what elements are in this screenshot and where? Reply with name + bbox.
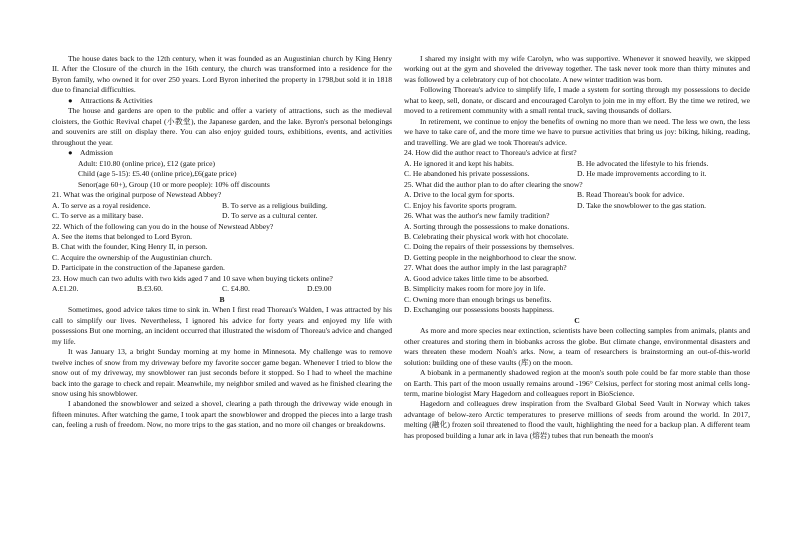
option: C. He abandoned his private possessions. [404, 169, 530, 179]
option: B.£3.60. [137, 284, 163, 294]
option: C. Doing the repairs of their possessions by themselves. [404, 242, 574, 252]
right-column [404, 54, 750, 441]
passage-c-paragraph: A biobank in a permanently shadowed region at the moon's south pole could be far more stable than those on Earth. This part of the moon usually remains around -196° Celsius, perfect for storing most animal cells long-term, marine biologist Mary Hagedorn and colleagues report in BioScience. [404, 368, 750, 398]
admission-heading: ● Admission [68, 148, 113, 158]
question-24: 24. How did the author react to Thoreau's advice at first? [404, 148, 577, 158]
option: A.£1.20. [52, 284, 79, 294]
admission-line: Senor(age 60+), Group (10 or more people): 10% off discounts [78, 179, 270, 189]
question-27: 27. What does the author imply in the last paragraph? [404, 263, 567, 273]
left-column [52, 54, 392, 431]
option: D. Participate in the construction of the Japanese garden. [52, 263, 225, 273]
option: B. To serve as a religious building. [222, 200, 328, 210]
question-22: 22. Which of the following can you do in the house of Newstead Abbey? [52, 221, 274, 231]
passage-b-paragraph: Sometimes, good advice takes time to sink in. When I first read Thoreau's Walden, I was attracted by his call to simplify our lives. Nevertheless, I ignored his advice for forty years and enjoyed my life with possessions But one morning, an incident occurred that illustrated the wisdom of Thoreau's advice and changed my life. [52, 305, 392, 346]
option: B. Read Thoreau's book for advice. [577, 190, 685, 200]
section-c-heading: C [574, 315, 580, 325]
option: C. Acquire the ownership of the Augustinian church. [52, 252, 213, 262]
bullet-icon: ● [68, 148, 73, 158]
question-23: 23. How much can two adults with two kids aged 7 and 10 save when buying tickets online? [52, 273, 333, 283]
option: A. He ignored it and kept his habits. [404, 158, 514, 168]
admission-line: Child (age 5-15): £5.40 (online price),£6(gate price) [78, 169, 237, 179]
question-21-options [52, 201, 392, 222]
option: D. To serve as a cultural center. [222, 211, 318, 221]
option: B. He advocated the lifestyle to his friends. [577, 158, 709, 168]
option: A. Sorting through the possessions to make donations. [404, 221, 570, 231]
option: B. Simplicity makes room for more joy in life. [404, 284, 546, 294]
passage-b-paragraph: I shared my insight with my wife Carolyn, who was supportive. Whenever it snowed heavily, we skipped working out at the gym and shoveled the driveway together. The task never took more than thirty minutes and was followed by a celebratory cup of hot chocolate. A new winter tradition was born. [404, 54, 750, 84]
option: D. He made improvements according to it. [577, 169, 707, 179]
passage-b-paragraph: In retirement, we continue to enjoy the benefits of owning no more than we need. The less we own, the less we have to take care of, and the more time we have to pursue activities that bring us joy: biking, hiking, reading, and travelling. We are glad we took Thoreau's advice. [404, 116, 750, 147]
question-21: 21. What was the original purpose of Newstead Abbey? [52, 190, 222, 200]
intro-paragraph: The house dates back to the 12th century, when it was founded as an Augustinian church by King Henry II. After the Closure of the church in the 16th century, the church was transformed into a residence for the Byron family, who owned it for over 250 years. Lord Byron inherited the property in 1798,but sold it in 1818 due to financial difficulties. [52, 54, 392, 95]
option: C. £4.80. [222, 284, 250, 294]
question-23-options [52, 284, 392, 294]
option: C. Enjoy his favorite sports program. [404, 200, 517, 210]
option: A. To serve as a royal residence. [52, 200, 151, 210]
option: A. See the items that belonged to Lord Byron. [52, 231, 193, 241]
option: D. Take the snowblower to the gas station. [577, 200, 707, 210]
option: B. Celebrating their physical work with hot chocolate. [404, 231, 569, 241]
attractions-heading: ● Attractions & Activities [68, 95, 153, 105]
option: D. Getting people in the neighborhood to clear the snow. [404, 252, 577, 262]
option: A. Drive to the local gym for sports. [404, 190, 515, 200]
bullet-icon: ● [68, 95, 73, 105]
option: D. Exchanging our possessions boosts happiness. [404, 305, 554, 315]
option: C. Owning more than enough brings us benefits. [404, 294, 552, 304]
passage-c-paragraph: As more and more species near extinction, scientists have been collecting samples from animals, plants and other creatures and storing them in biobanks across the globe. But climate change, environmental disasters and wars threaten these modern Noah's arks. Now, a team of researchers is brainstorming an out-of-this-world solution: building one of these vaults (库) on the moon. [404, 326, 750, 367]
option: C. To serve as a military base. [52, 211, 144, 221]
passage-b-paragraph: Following Thoreau's advice to simplify life, I made a system for sorting through my possessions to decide what to keep, sell, donate, or discard and encouraged Carolyn to join me in my effort. By the time we retired, we moved to a retirement community with a small rental truck, saving thousands of dollars. [404, 85, 750, 116]
option: B. Chat with the founder, King Henry II, in person. [52, 242, 208, 252]
question-25-options [404, 190, 750, 211]
passage-b-paragraph: It was January 13, a bright Sunday morning at my home in Minnesota. My challenge was to remove twelve inches of snow from my driveway before my favorite soccer game began. Whenever I tried to blow the snow out of my driveway, my snowblower ran just seconds before it stopped. So I had to wheel the machine back into the garage to check and repair. Meanwhile, my neighbor smiled and waved as he finished clearing the snow using his snowblower. [52, 347, 392, 398]
admission-line: Adult: £10.80 (online price), £12 (gate price) [78, 158, 216, 168]
question-25: 25. What did the author plan to do after clearing the snow? [404, 179, 583, 189]
attractions-paragraph: The house and gardens are open to the public and offer a variety of attractions, such as the medieval cloisters, the Gothic Revival chapel (小教堂), the Japanese garden, and the lake. Byron's personal belongings and souvenirs are still on display there. You can also enjoy guided tours, exhibitions, events, and activities throughout the year. [52, 106, 392, 147]
question-26: 26. What was the author's new family tradition? [404, 211, 550, 221]
option: D.£9.00 [307, 284, 332, 294]
passage-b-paragraph: I abandoned the snowblower and seized a shovel, clearing a path through the driveway wide enough in fifteen minutes. After watching the game, I took apart the snowblower and dropped the pieces into a large trash can, feeling a rush of freedom. Now, no more trips to the gas station, and no more oil changes or breakdowns. [52, 399, 392, 430]
question-24-options [404, 159, 750, 180]
passage-c-paragraph: Hagedorn and colleagues drew inspiration from the Svalbard Global Seed Vault in Norway which takes advantage of below-zero Arctic temperatures to preserve millions of seeds from around the world. In 2017, melting (融化) frozen soil threatened to flood the vault, highlighting the need for a backup plan. A different team has proposed building a lunar ark in lava (熔岩) tubes that run beneath the moon's [404, 399, 750, 440]
option: A. Good advice takes little time to be absorbed. [404, 273, 549, 283]
section-b-heading: B [219, 294, 225, 304]
